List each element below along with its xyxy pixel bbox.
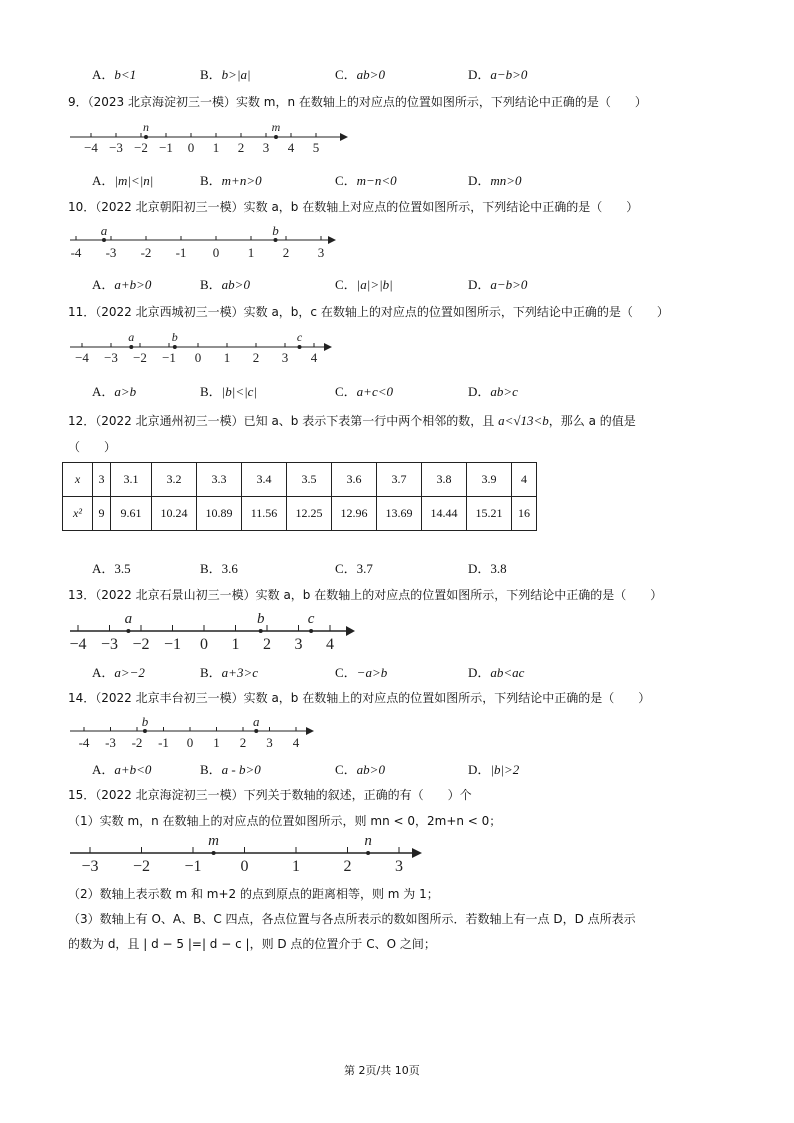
q15-text: 15．（2022 北京海淀初三一模）下列关于数轴的叙述，正确的有（ ）个 [68,788,472,802]
table-cell: 9.61 [111,497,152,531]
tick-label: 4 [292,735,300,750]
point-label-n: n [364,833,372,849]
tick-label: 0 [186,735,194,750]
q15-item-3b: 的数为 d，且 | d − 5 |=| d − c |，则 D 点的位置介于 C、O 之间； [68,937,436,951]
q10-option-b-label: B． [200,277,222,292]
q8-option-b: b>|a| [221,67,251,82]
point-label-b: b [256,611,265,627]
q12-text-after: ，那么 a 的值是 [548,414,636,428]
point-n [144,135,148,139]
q9-option-c-label: C． [335,173,357,188]
tick-label: 2 [282,245,290,260]
table-cell: 14.44 [422,497,467,531]
table-cell: 3.4 [242,463,287,497]
tick-label: -4 [70,245,82,260]
point-m [274,135,278,139]
tick-label: 0 [187,140,195,155]
tick-label: 1 [212,140,220,155]
q13-ticks [69,611,334,653]
tick-label: 3 [395,858,403,875]
q10-option-a: a+b>0 [114,277,152,292]
point-label-a: a [100,223,108,238]
tick-label: 3 [266,735,273,750]
tick-label: 1 [292,858,300,875]
q10-option-b: ab>0 [221,277,250,292]
q14-option-a-label: A． [92,762,115,777]
point-c [309,629,313,633]
q13-option-c: −a>b [356,665,388,680]
point-m [212,851,216,855]
q15-item-3a: （3）数轴上有 O、A、B、C 四点，各点位置与各点所表示的数如图所示．若数轴上有一点 D，D 点所表示 [68,912,636,926]
tick-label: 0 [212,245,220,260]
q12-option-d-label: D． [468,561,491,576]
q9-option-b-label: B． [200,173,222,188]
table-cell: 10.89 [197,497,242,531]
q12-paren: （ ） [68,440,117,454]
q13-option-d: ab<ac [490,665,525,680]
tick-label: 4 [326,636,334,653]
q12-option-c: 3.7 [356,561,373,576]
table-cell: 11.56 [242,497,287,531]
table-cell: 3.2 [152,463,197,497]
tick-label: 0 [240,858,249,875]
tick-label: −2 [134,140,148,155]
q11-number-line [60,326,350,368]
table-cell: x² [63,497,93,531]
tick-label: -2 [131,735,143,750]
table-cell: 4 [512,463,537,497]
tick-label: −1 [184,858,202,875]
q8-option-a-label: A． [92,67,115,82]
tick-label: 3 [294,636,303,653]
q9-option-b: m+n>0 [221,173,262,188]
q13-option-a-label: A． [92,665,115,680]
table-cell: 3.1 [111,463,152,497]
tick-label: 3 [317,245,325,260]
q13-option-c-label: C． [335,665,357,680]
q11-option-c-label: C． [335,384,357,399]
tick-label: 1 [247,245,255,260]
point-label-b: b [171,330,178,344]
table-cell: 12.96 [332,497,377,531]
q12-option-b: 3.6 [221,561,238,576]
tick-label: 0 [200,636,208,653]
q12-option-a-label: A． [92,561,115,576]
tick-label: 1 [213,735,220,750]
table-cell: x [63,463,93,497]
q10-option-c-label: C． [335,277,357,292]
q12-text-before: 12．（2022 北京通州初三一模）已知 a、b 表示下表第一行中两个相邻的数，且 [68,414,495,428]
tick-label: 5 [312,140,320,155]
point-a [102,238,106,242]
tick-label: 0 [194,350,202,365]
q12-option-a: 3.5 [114,561,131,576]
tick-label: -3 [105,735,116,750]
point-label-a: a [124,611,133,627]
tick-label: −2 [132,858,151,875]
point-label-a: a [253,714,260,729]
q10-ticks [71,223,325,260]
tick-label: −3 [81,858,99,875]
q15-number-line [60,832,440,878]
point-label-b: b [141,714,149,729]
q12-option-c-label: C． [335,561,357,576]
q12-text [68,412,636,429]
tick-label: −1 [159,140,173,155]
tick-label: 2 [252,350,260,365]
point-a [126,629,130,633]
q13-option-b: a+3>c [221,665,258,680]
q9-option-c: m−n<0 [356,173,397,188]
point-b [259,629,263,633]
tick-label: −2 [132,636,150,653]
point-n [366,851,370,855]
point-b [173,345,177,349]
q11-text: 11．（2022 北京西城初三一模）实数 a，b，c 在数轴上的对应点的位置如图所示，下列结论中正确的是（ ） [68,305,669,319]
q15-item-2: （2）数轴上表示数 m 和 m+2 的点到原点的距离相等，则 m 为 1； [68,887,439,901]
q9-option-a-label: A． [92,173,115,188]
q12-option-b-label: B． [200,561,222,576]
q13-option-a: a>−2 [114,665,145,680]
tick-label: 3 [281,350,289,365]
point-label-m: m [271,120,281,134]
q13-option-b-label: B． [200,665,222,680]
point-label-b: b [272,223,279,238]
q14-option-b-label: B． [200,762,222,777]
tick-label: 3 [262,140,270,155]
q11-option-c: a+c<0 [356,384,393,399]
point-a [129,345,133,349]
q10-option-d-label: D． [468,277,491,292]
table-cell: 3.7 [377,463,422,497]
tick-label: 2 [343,858,352,875]
tick-label: -4 [78,735,90,750]
q11-option-b: |b|<|c| [221,384,258,399]
q11-option-a: a>b [114,384,137,399]
tick-label: −3 [109,140,123,155]
q13-number-line [60,608,370,656]
table-cell: 16 [512,497,537,531]
q14-text: 14．（2022 北京丰台初三一模）实数 a，b 在数轴上的对应点的位置如图所示，下列结论中正确的是（ ） [68,691,651,705]
tick-label: −4 [69,636,87,653]
q13-option-d-label: D． [468,665,491,680]
tick-label: 1 [223,350,231,365]
q11-option-a-label: A． [92,384,115,399]
table-cell: 3.9 [467,463,512,497]
tick-label: 1 [231,636,240,653]
tick-label: −1 [162,350,176,365]
q11-option-d-label: D． [468,384,491,399]
q12-option-d: 3.8 [490,561,507,576]
q15-ticks [81,833,403,875]
table-cell: 3.6 [332,463,377,497]
q14-option-c: ab>0 [356,762,385,777]
point-label-a: a [128,330,135,344]
q9-text: 9．（2023 北京海淀初三一模）实数 m，n 在数轴上的对应点的位置如图所示，下列结论中正确的是（ ） [68,95,647,109]
q8-option-c-label: C． [335,67,357,82]
q9-option-d-label: D． [468,173,491,188]
q14-option-c-label: C． [335,762,357,777]
point-label-m: m [208,833,220,849]
tick-label: 2 [237,140,245,155]
q12-table [62,462,537,531]
point-label-c: c [307,611,315,627]
tick-label: 2 [263,636,271,653]
tick-label: -3 [105,245,117,260]
table-cell: 15.21 [467,497,512,531]
q9-number-line [60,116,360,158]
q10-number-line [60,222,350,264]
q13-text: 13．（2022 北京石景山初三一模）实数 a，b 在数轴上的对应点的位置如图所示，下列结论中正确的是（ ） [68,588,663,602]
table-cell: 3.3 [197,463,242,497]
q14-number-line [60,712,330,752]
q12-inequality: a<√13<b [498,413,549,428]
q9-option-a: |m|<|n| [114,173,154,188]
q8-option-d-label: D． [468,67,491,82]
table-cell: 10.24 [152,497,197,531]
q14-option-b: a - b>0 [221,762,261,777]
table-row [63,463,537,497]
table-cell: 3.8 [422,463,467,497]
q8-option-d: a−b>0 [490,67,528,82]
q14-option-a: a+b<0 [114,762,152,777]
point-b [274,238,278,242]
q9-option-d: mn>0 [490,173,522,188]
table-cell: 3.5 [287,463,332,497]
point-b [143,729,147,733]
tick-label: -1 [175,245,187,260]
tick-label: −1 [163,636,182,653]
q14-ticks [79,714,300,750]
point-c [298,345,302,349]
q10-option-a-label: A． [92,277,115,292]
point-label-n: n [143,120,149,134]
tick-label: 4 [310,350,318,365]
q10-text: 10．（2022 北京朝阳初三一模）实数 a，b 在数轴上对应点的位置如图所示，下列结论中正确的是（ ） [68,200,639,214]
table-cell: 13.69 [377,497,422,531]
table-cell: 9 [93,497,111,531]
tick-label: −3 [100,636,119,653]
table-row [63,497,537,531]
q11-option-b-label: B． [200,384,222,399]
q8-option-a: b<1 [114,67,137,82]
tick-label: −4 [84,140,98,155]
q14-option-d-label: D． [468,762,491,777]
tick-label: −2 [133,350,147,365]
q8-option-b-label: B． [200,67,222,82]
q10-option-c: |a|>|b| [356,277,393,292]
q14-option-d: |b|>2 [490,762,520,777]
point-label-c: c [296,330,303,344]
table-cell: 12.25 [287,497,332,531]
tick-label: −3 [104,350,118,365]
tick-label: -1 [158,735,169,750]
tick-label: 4 [287,140,295,155]
q8-option-c: ab>0 [356,67,385,82]
q10-option-d: a−b>0 [490,277,528,292]
point-a [254,729,258,733]
tick-label: −4 [75,350,89,365]
table-cell: 3 [93,463,111,497]
q11-option-d: ab>c [490,384,518,399]
tick-label: -2 [140,245,152,260]
tick-label: 2 [239,735,247,750]
q15-item-1: （1）实数 m，n 在数轴上的对应点的位置如图所示，则 mn < 0，2m+n < 0； [68,814,502,828]
page-footer: 第 2页/共 10页 [344,1064,420,1077]
